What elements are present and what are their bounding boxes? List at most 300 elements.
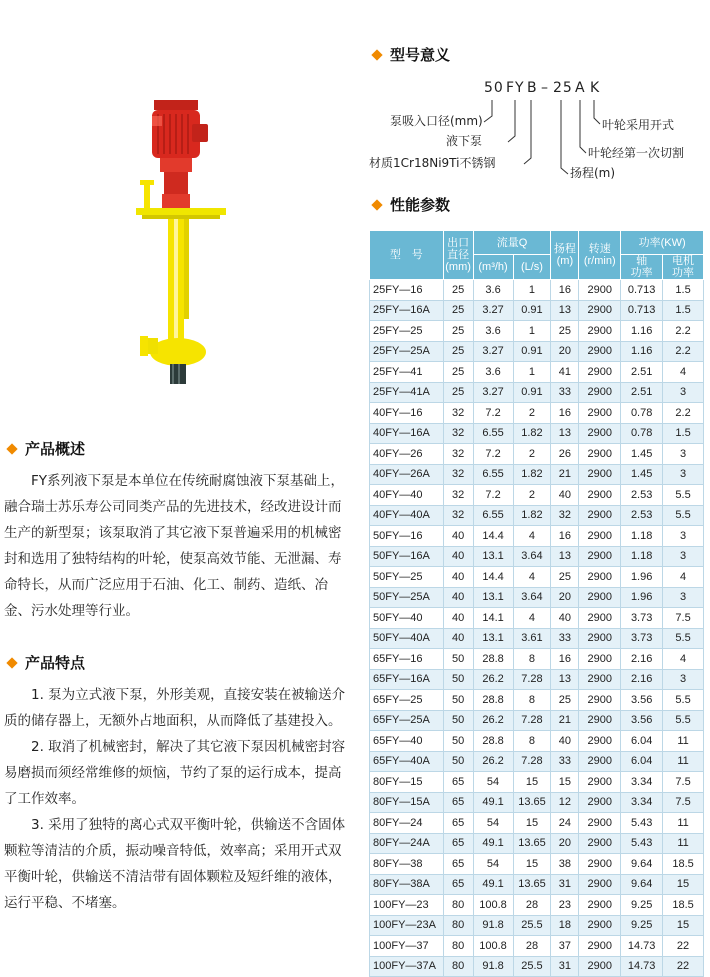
cell-head: 13 bbox=[551, 546, 579, 567]
cell-outlet: 40 bbox=[443, 567, 473, 588]
table-row bbox=[370, 915, 704, 936]
cell-speed: 2900 bbox=[579, 669, 621, 690]
cell-speed: 2900 bbox=[579, 485, 621, 506]
cell-speed: 2900 bbox=[579, 628, 621, 649]
cell-flow-ls: 3.64 bbox=[513, 587, 551, 608]
cell-flow-m3h: 14.4 bbox=[473, 567, 513, 588]
cell-head: 16 bbox=[551, 649, 579, 670]
cell-flow-m3h: 6.55 bbox=[473, 464, 513, 485]
cell-model: 25FY—16A bbox=[370, 300, 444, 321]
annotation-pump: 液下泵 bbox=[446, 134, 483, 148]
cell-shaft-power: 2.53 bbox=[621, 505, 663, 526]
cell-model: 50FY—25A bbox=[370, 587, 444, 608]
cell-motor-power: 3 bbox=[663, 669, 704, 690]
cell-outlet: 32 bbox=[443, 464, 473, 485]
diamond-bullet-icon bbox=[371, 199, 382, 210]
cell-flow-m3h: 91.8 bbox=[473, 915, 513, 936]
cell-outlet: 40 bbox=[443, 587, 473, 608]
cell-motor-power: 7.5 bbox=[663, 792, 704, 813]
cell-speed: 2900 bbox=[579, 690, 621, 711]
overview-heading: 产品概述 bbox=[8, 438, 85, 459]
cell-flow-ls: 0.91 bbox=[513, 382, 551, 403]
col-speed: 转速 (r/min) bbox=[579, 231, 621, 280]
cell-outlet: 32 bbox=[443, 485, 473, 506]
cell-flow-ls: 4 bbox=[513, 567, 551, 588]
cell-shaft-power: 3.73 bbox=[621, 608, 663, 629]
cell-motor-power: 2.2 bbox=[663, 341, 704, 362]
cell-model: 80FY—38A bbox=[370, 874, 444, 895]
cell-model: 50FY—40A bbox=[370, 628, 444, 649]
cell-outlet: 50 bbox=[443, 669, 473, 690]
cell-motor-power: 5.5 bbox=[663, 690, 704, 711]
cell-flow-ls: 25.5 bbox=[513, 915, 551, 936]
diamond-bullet-icon bbox=[6, 657, 17, 668]
cell-flow-ls: 1.82 bbox=[513, 464, 551, 485]
cell-model: 50FY—40 bbox=[370, 608, 444, 629]
cell-motor-power: 18.5 bbox=[663, 895, 704, 916]
cell-motor-power: 1.5 bbox=[663, 300, 704, 321]
cell-motor-power: 2.2 bbox=[663, 403, 704, 424]
cell-flow-ls: 7.28 bbox=[513, 710, 551, 731]
cell-flow-m3h: 49.1 bbox=[473, 874, 513, 895]
cell-head: 31 bbox=[551, 956, 579, 977]
table-row bbox=[370, 505, 704, 526]
cell-motor-power: 22 bbox=[663, 936, 704, 957]
cell-flow-ls: 28 bbox=[513, 895, 551, 916]
cell-shaft-power: 9.25 bbox=[621, 915, 663, 936]
cell-speed: 2900 bbox=[579, 854, 621, 875]
col-flow-m3h: (m³/h) bbox=[473, 255, 513, 280]
cell-speed: 2900 bbox=[579, 772, 621, 793]
annotation-inlet: 泵吸入口径(mm) bbox=[390, 114, 483, 128]
cell-outlet: 65 bbox=[443, 833, 473, 854]
table-row bbox=[370, 854, 704, 875]
cell-model: 80FY—15 bbox=[370, 772, 444, 793]
cell-speed: 2900 bbox=[579, 362, 621, 383]
cell-flow-m3h: 3.6 bbox=[473, 362, 513, 383]
table-row bbox=[370, 587, 704, 608]
cell-shaft-power: 1.96 bbox=[621, 587, 663, 608]
annotation-impeller-cut: 叶轮经第一次切割 bbox=[588, 146, 685, 160]
cell-flow-ls: 7.28 bbox=[513, 669, 551, 690]
cell-flow-m3h: 100.8 bbox=[473, 936, 513, 957]
cell-outlet: 25 bbox=[443, 280, 473, 301]
cell-speed: 2900 bbox=[579, 444, 621, 465]
cell-model: 80FY—38 bbox=[370, 854, 444, 875]
cell-outlet: 32 bbox=[443, 505, 473, 526]
cell-model: 80FY—24A bbox=[370, 833, 444, 854]
cell-flow-m3h: 14.1 bbox=[473, 608, 513, 629]
cell-flow-ls: 2 bbox=[513, 403, 551, 424]
cell-flow-m3h: 54 bbox=[473, 854, 513, 875]
table-row bbox=[370, 567, 704, 588]
cell-flow-ls: 15 bbox=[513, 813, 551, 834]
cell-shaft-power: 3.34 bbox=[621, 772, 663, 793]
cell-flow-m3h: 26.2 bbox=[473, 669, 513, 690]
cell-model: 100FY—37A bbox=[370, 956, 444, 977]
cell-motor-power: 15 bbox=[663, 874, 704, 895]
cell-model: 40FY—26 bbox=[370, 444, 444, 465]
code-part-fy: FY bbox=[506, 80, 525, 96]
cell-shaft-power: 14.73 bbox=[621, 956, 663, 977]
cell-flow-ls: 1 bbox=[513, 280, 551, 301]
cell-shaft-power: 3.56 bbox=[621, 710, 663, 731]
performance-table-body bbox=[370, 280, 704, 977]
cell-head: 20 bbox=[551, 341, 579, 362]
cell-flow-m3h: 7.2 bbox=[473, 485, 513, 506]
cell-head: 18 bbox=[551, 915, 579, 936]
table-row bbox=[370, 362, 704, 383]
cell-motor-power: 3 bbox=[663, 587, 704, 608]
col-outlet: 出口 直径 (mm) bbox=[443, 231, 473, 280]
cell-motor-power: 3 bbox=[663, 526, 704, 547]
annotation-head: 扬程(m) bbox=[570, 166, 616, 180]
table-row bbox=[370, 874, 704, 895]
cell-head: 26 bbox=[551, 444, 579, 465]
cell-shaft-power: 2.53 bbox=[621, 485, 663, 506]
cell-flow-ls: 1.82 bbox=[513, 505, 551, 526]
cell-flow-m3h: 13.1 bbox=[473, 546, 513, 567]
col-flow-ls: (L/s) bbox=[513, 255, 551, 280]
cell-model: 80FY—24 bbox=[370, 813, 444, 834]
cell-model: 100FY—23 bbox=[370, 895, 444, 916]
table-row bbox=[370, 444, 704, 465]
cell-flow-m3h: 3.6 bbox=[473, 321, 513, 342]
cell-motor-power: 15 bbox=[663, 915, 704, 936]
cell-shaft-power: 1.16 bbox=[621, 341, 663, 362]
table-row bbox=[370, 813, 704, 834]
cell-shaft-power: 1.45 bbox=[621, 444, 663, 465]
col-flow: 流量Q bbox=[473, 231, 551, 255]
cell-outlet: 50 bbox=[443, 649, 473, 670]
cell-head: 40 bbox=[551, 731, 579, 752]
cell-flow-m3h: 26.2 bbox=[473, 751, 513, 772]
table-row bbox=[370, 936, 704, 957]
cell-speed: 2900 bbox=[579, 751, 621, 772]
cell-flow-ls: 8 bbox=[513, 690, 551, 711]
cell-motor-power: 22 bbox=[663, 956, 704, 977]
table-row bbox=[370, 649, 704, 670]
cell-model: 50FY—16A bbox=[370, 546, 444, 567]
table-row bbox=[370, 485, 704, 506]
cell-flow-m3h: 3.27 bbox=[473, 341, 513, 362]
diamond-bullet-icon bbox=[6, 443, 17, 454]
features-list bbox=[4, 682, 346, 916]
cell-flow-ls: 28 bbox=[513, 936, 551, 957]
cell-outlet: 80 bbox=[443, 895, 473, 916]
cell-model: 50FY—25 bbox=[370, 567, 444, 588]
cell-flow-ls: 1 bbox=[513, 362, 551, 383]
cell-outlet: 40 bbox=[443, 628, 473, 649]
cell-flow-m3h: 28.8 bbox=[473, 690, 513, 711]
cell-speed: 2900 bbox=[579, 833, 621, 854]
table-row bbox=[370, 772, 704, 793]
cell-model: 65FY—16 bbox=[370, 649, 444, 670]
cell-flow-ls: 3.61 bbox=[513, 628, 551, 649]
cell-motor-power: 3 bbox=[663, 546, 704, 567]
cell-speed: 2900 bbox=[579, 505, 621, 526]
table-row bbox=[370, 608, 704, 629]
cell-flow-m3h: 28.8 bbox=[473, 649, 513, 670]
cell-outlet: 40 bbox=[443, 526, 473, 547]
table-row bbox=[370, 464, 704, 485]
cell-outlet: 65 bbox=[443, 772, 473, 793]
cell-flow-m3h: 49.1 bbox=[473, 833, 513, 854]
cell-head: 21 bbox=[551, 710, 579, 731]
cell-flow-ls: 13.65 bbox=[513, 874, 551, 895]
cell-flow-m3h: 49.1 bbox=[473, 792, 513, 813]
cell-head: 41 bbox=[551, 362, 579, 383]
cell-flow-ls: 7.28 bbox=[513, 751, 551, 772]
cell-head: 21 bbox=[551, 464, 579, 485]
cell-model: 25FY—25A bbox=[370, 341, 444, 362]
cell-shaft-power: 1.96 bbox=[621, 567, 663, 588]
cell-shaft-power: 5.43 bbox=[621, 833, 663, 854]
table-row bbox=[370, 833, 704, 854]
cell-speed: 2900 bbox=[579, 608, 621, 629]
cell-model: 40FY—26A bbox=[370, 464, 444, 485]
cell-head: 13 bbox=[551, 669, 579, 690]
cell-head: 16 bbox=[551, 280, 579, 301]
model-meaning-heading: 型号意义 bbox=[373, 44, 450, 65]
cell-speed: 2900 bbox=[579, 649, 621, 670]
cell-head: 12 bbox=[551, 792, 579, 813]
cell-outlet: 65 bbox=[443, 874, 473, 895]
cell-motor-power: 18.5 bbox=[663, 854, 704, 875]
cell-flow-ls: 2 bbox=[513, 444, 551, 465]
cell-head: 20 bbox=[551, 833, 579, 854]
cell-outlet: 50 bbox=[443, 690, 473, 711]
cell-motor-power: 5.5 bbox=[663, 485, 704, 506]
table-row bbox=[370, 403, 704, 424]
col-power: 功率(KW) bbox=[621, 231, 704, 255]
cell-speed: 2900 bbox=[579, 280, 621, 301]
cell-flow-ls: 13.65 bbox=[513, 833, 551, 854]
cell-head: 33 bbox=[551, 382, 579, 403]
cell-flow-ls: 0.91 bbox=[513, 300, 551, 321]
cell-flow-ls: 4 bbox=[513, 526, 551, 547]
table-row bbox=[370, 382, 704, 403]
cell-head: 24 bbox=[551, 813, 579, 834]
cell-shaft-power: 2.16 bbox=[621, 649, 663, 670]
code-part-dash: – bbox=[541, 80, 549, 96]
cell-head: 23 bbox=[551, 895, 579, 916]
cell-speed: 2900 bbox=[579, 341, 621, 362]
cell-shaft-power: 5.43 bbox=[621, 813, 663, 834]
cell-outlet: 32 bbox=[443, 423, 473, 444]
cell-motor-power: 11 bbox=[663, 751, 704, 772]
cell-speed: 2900 bbox=[579, 710, 621, 731]
cell-model: 25FY—16 bbox=[370, 280, 444, 301]
cell-model: 100FY—37 bbox=[370, 936, 444, 957]
col-shaft-power: 轴 功率 bbox=[621, 255, 663, 280]
table-row bbox=[370, 321, 704, 342]
cell-flow-m3h: 14.4 bbox=[473, 526, 513, 547]
cell-motor-power: 11 bbox=[663, 731, 704, 752]
cell-head: 20 bbox=[551, 587, 579, 608]
cell-shaft-power: 0.78 bbox=[621, 403, 663, 424]
cell-shaft-power: 9.25 bbox=[621, 895, 663, 916]
cell-outlet: 25 bbox=[443, 362, 473, 383]
cell-outlet: 40 bbox=[443, 608, 473, 629]
cell-flow-ls: 8 bbox=[513, 649, 551, 670]
cell-shaft-power: 3.73 bbox=[621, 628, 663, 649]
table-row bbox=[370, 628, 704, 649]
annotation-material: 材质1Cr18Ni9Ti不锈钢 bbox=[369, 156, 496, 170]
cell-shaft-power: 1.16 bbox=[621, 321, 663, 342]
feature-item-3: 3. 采用了独特的离心式双平衡叶轮，供输送不含固体颗粒等清洁的介质，振动噪音特低，效率高；采用开式双平衡叶轮，供输送不清洁带有固体颗粒及短纤维的液体，运行平稳、不堵塞。 bbox=[4, 817, 346, 911]
table-row bbox=[370, 546, 704, 567]
cell-flow-m3h: 54 bbox=[473, 772, 513, 793]
performance-table bbox=[369, 230, 704, 977]
cell-flow-ls: 2 bbox=[513, 485, 551, 506]
cell-flow-ls: 8 bbox=[513, 731, 551, 752]
cell-model: 25FY—41 bbox=[370, 362, 444, 383]
cell-outlet: 65 bbox=[443, 813, 473, 834]
cell-flow-m3h: 3.6 bbox=[473, 280, 513, 301]
cell-outlet: 50 bbox=[443, 710, 473, 731]
cell-shaft-power: 9.64 bbox=[621, 874, 663, 895]
cell-head: 40 bbox=[551, 485, 579, 506]
cell-head: 15 bbox=[551, 772, 579, 793]
cell-flow-m3h: 7.2 bbox=[473, 444, 513, 465]
cell-flow-ls: 1.82 bbox=[513, 423, 551, 444]
cell-flow-m3h: 3.27 bbox=[473, 300, 513, 321]
cell-model: 25FY—41A bbox=[370, 382, 444, 403]
cell-motor-power: 5.5 bbox=[663, 628, 704, 649]
cell-model: 80FY—15A bbox=[370, 792, 444, 813]
cell-model: 25FY—25 bbox=[370, 321, 444, 342]
cell-speed: 2900 bbox=[579, 874, 621, 895]
cell-speed: 2900 bbox=[579, 895, 621, 916]
cell-speed: 2900 bbox=[579, 464, 621, 485]
cell-speed: 2900 bbox=[579, 546, 621, 567]
code-part-size: 50 bbox=[484, 80, 504, 96]
cell-motor-power: 2.2 bbox=[663, 321, 704, 342]
cell-model: 40FY—16 bbox=[370, 403, 444, 424]
cell-shaft-power: 1.18 bbox=[621, 546, 663, 567]
cell-motor-power: 3 bbox=[663, 464, 704, 485]
cell-speed: 2900 bbox=[579, 423, 621, 444]
cell-head: 13 bbox=[551, 300, 579, 321]
col-head: 扬程 (m) bbox=[551, 231, 579, 280]
cell-model: 40FY—16A bbox=[370, 423, 444, 444]
cell-flow-m3h: 6.55 bbox=[473, 505, 513, 526]
cell-head: 38 bbox=[551, 854, 579, 875]
cell-outlet: 25 bbox=[443, 321, 473, 342]
cell-motor-power: 3 bbox=[663, 444, 704, 465]
cell-outlet: 50 bbox=[443, 751, 473, 772]
cell-head: 33 bbox=[551, 628, 579, 649]
table-row bbox=[370, 423, 704, 444]
cell-speed: 2900 bbox=[579, 382, 621, 403]
col-model: 型 号 bbox=[370, 231, 444, 280]
cell-outlet: 80 bbox=[443, 956, 473, 977]
table-row bbox=[370, 792, 704, 813]
cell-head: 32 bbox=[551, 505, 579, 526]
cell-flow-ls: 3.64 bbox=[513, 546, 551, 567]
cell-outlet: 32 bbox=[443, 444, 473, 465]
cell-motor-power: 7.5 bbox=[663, 772, 704, 793]
cell-model: 40FY—40A bbox=[370, 505, 444, 526]
cell-flow-m3h: 13.1 bbox=[473, 587, 513, 608]
code-part-k: K bbox=[590, 80, 601, 96]
table-row bbox=[370, 341, 704, 362]
performance-heading: 性能参数 bbox=[373, 194, 450, 215]
cell-shaft-power: 0.713 bbox=[621, 280, 663, 301]
cell-model: 65FY—40A bbox=[370, 751, 444, 772]
table-row bbox=[370, 710, 704, 731]
cell-model: 65FY—25 bbox=[370, 690, 444, 711]
cell-flow-ls: 15 bbox=[513, 854, 551, 875]
cell-outlet: 65 bbox=[443, 854, 473, 875]
cell-flow-m3h: 6.55 bbox=[473, 423, 513, 444]
cell-shaft-power: 1.45 bbox=[621, 464, 663, 485]
cell-outlet: 50 bbox=[443, 731, 473, 752]
cell-shaft-power: 0.713 bbox=[621, 300, 663, 321]
cell-flow-ls: 4 bbox=[513, 608, 551, 629]
cell-head: 25 bbox=[551, 567, 579, 588]
annotation-open-impeller: 叶轮采用开式 bbox=[602, 118, 675, 132]
cell-shaft-power: 6.04 bbox=[621, 731, 663, 752]
table-row bbox=[370, 280, 704, 301]
cell-motor-power: 4 bbox=[663, 362, 704, 383]
cell-shaft-power: 2.16 bbox=[621, 669, 663, 690]
cell-motor-power: 1.5 bbox=[663, 423, 704, 444]
cell-flow-ls: 15 bbox=[513, 772, 551, 793]
cell-flow-m3h: 3.27 bbox=[473, 382, 513, 403]
cell-speed: 2900 bbox=[579, 915, 621, 936]
table-row bbox=[370, 895, 704, 916]
cell-outlet: 80 bbox=[443, 936, 473, 957]
cell-model: 100FY—23A bbox=[370, 915, 444, 936]
cell-outlet: 65 bbox=[443, 792, 473, 813]
cell-speed: 2900 bbox=[579, 792, 621, 813]
cell-shaft-power: 0.78 bbox=[621, 423, 663, 444]
cell-flow-ls: 13.65 bbox=[513, 792, 551, 813]
cell-flow-ls: 0.91 bbox=[513, 341, 551, 362]
cell-shaft-power: 3.56 bbox=[621, 690, 663, 711]
cell-speed: 2900 bbox=[579, 813, 621, 834]
table-row bbox=[370, 526, 704, 547]
code-part-head: 25 bbox=[553, 80, 573, 96]
cell-speed: 2900 bbox=[579, 403, 621, 424]
cell-motor-power: 1.5 bbox=[663, 280, 704, 301]
cell-flow-m3h: 28.8 bbox=[473, 731, 513, 752]
cell-model: 65FY—40 bbox=[370, 731, 444, 752]
table-row bbox=[370, 300, 704, 321]
table-row bbox=[370, 669, 704, 690]
cell-shaft-power: 14.73 bbox=[621, 936, 663, 957]
overview-text: FY系列液下泵是本单位在传统耐腐蚀液下泵基础上，融合瑞士苏乐寿公司同类产品的先进技术，经改进设计而生产的新型泵；该泵取消了其它液下泵普遍采用的机械密封和选用了独特结构的叶轮，使泵高效节能、无泄漏、寿命特长，从而广泛应用于石油、化工、制药、造纸、冶金、污水处理等行业。 bbox=[4, 473, 345, 619]
cell-head: 37 bbox=[551, 936, 579, 957]
features-heading: 产品特点 bbox=[8, 652, 85, 673]
cell-speed: 2900 bbox=[579, 567, 621, 588]
cell-shaft-power: 1.18 bbox=[621, 526, 663, 547]
table-row bbox=[370, 690, 704, 711]
cell-model: 65FY—25A bbox=[370, 710, 444, 731]
cell-head: 33 bbox=[551, 751, 579, 772]
cell-speed: 2900 bbox=[579, 300, 621, 321]
cell-model: 65FY—16A bbox=[370, 669, 444, 690]
cell-motor-power: 11 bbox=[663, 833, 704, 854]
cell-head: 16 bbox=[551, 403, 579, 424]
cell-flow-m3h: 54 bbox=[473, 813, 513, 834]
cell-outlet: 25 bbox=[443, 300, 473, 321]
table-row bbox=[370, 956, 704, 977]
cell-motor-power: 3 bbox=[663, 382, 704, 403]
cell-shaft-power: 9.64 bbox=[621, 854, 663, 875]
